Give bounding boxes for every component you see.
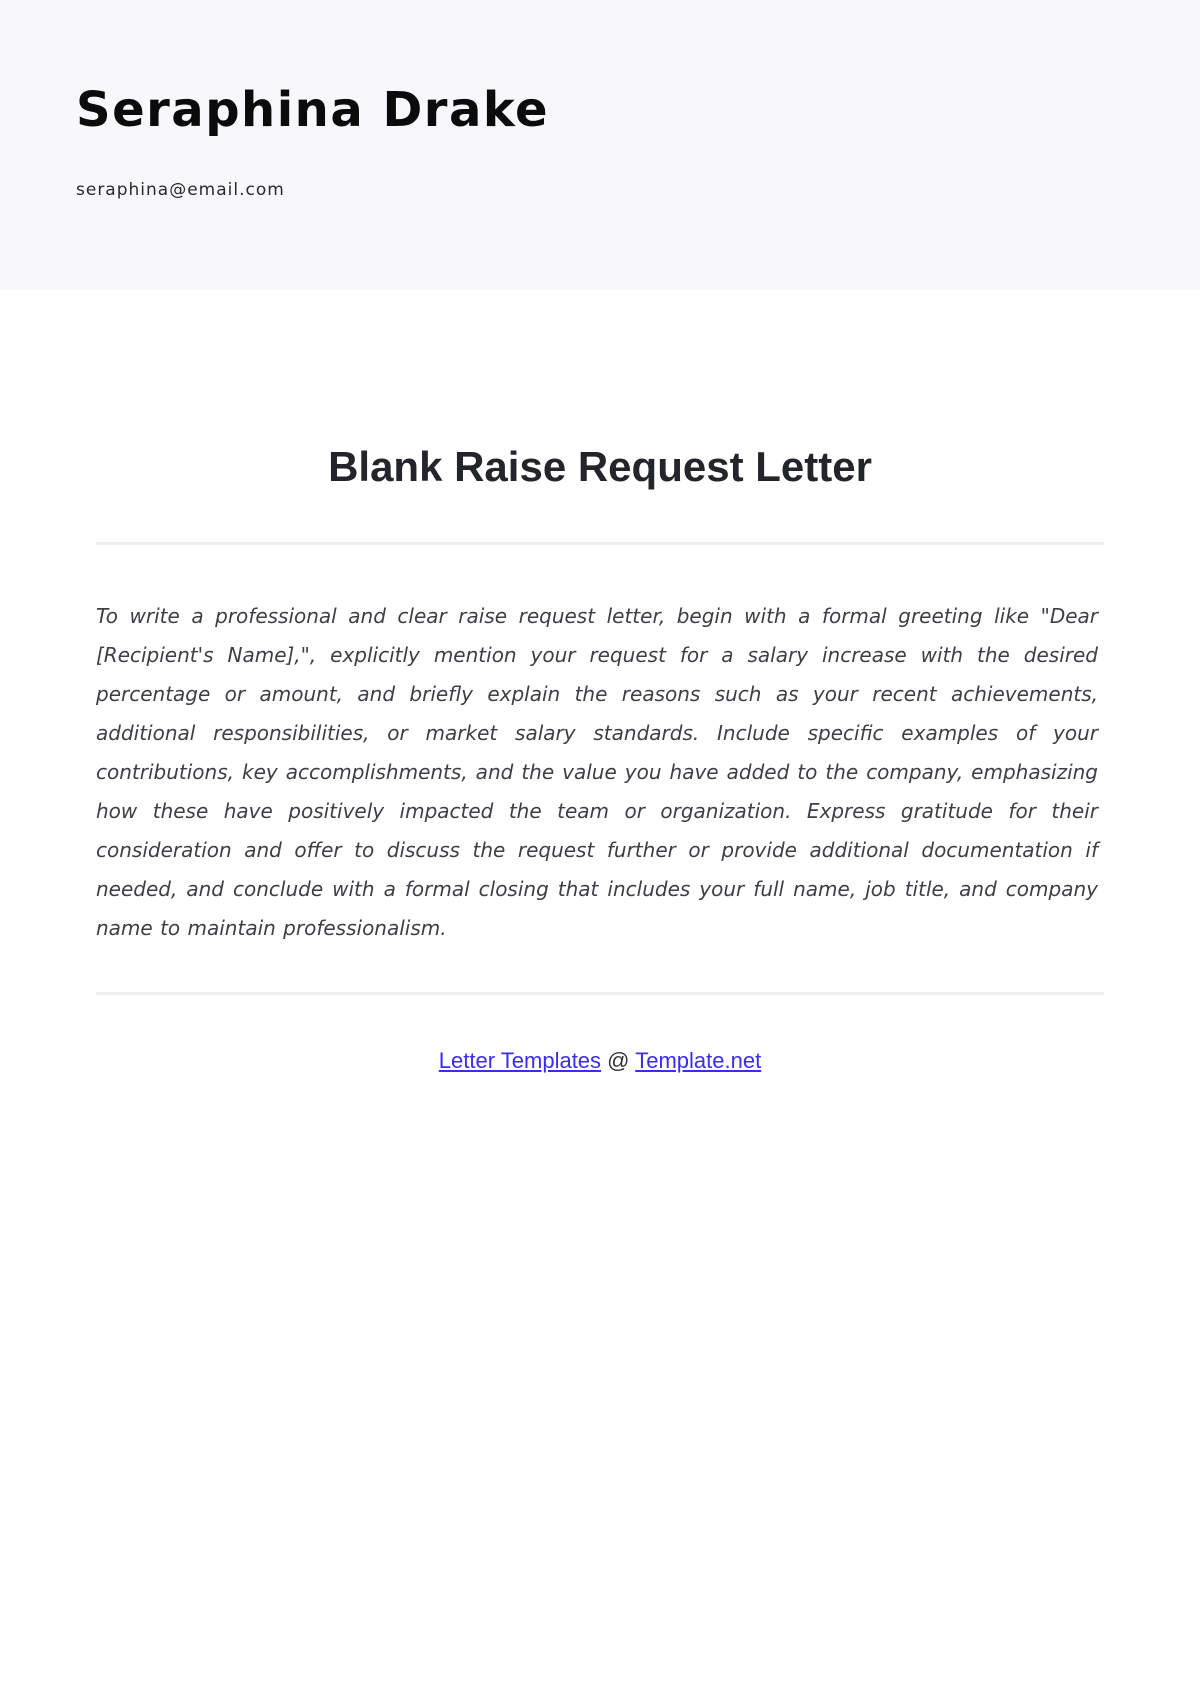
letterhead-header <box>0 0 1200 290</box>
letter-templates-link[interactable]: Letter Templates <box>438 1048 602 1073</box>
sender-name: Seraphina Drake <box>76 82 550 138</box>
template-net-link[interactable]: Template.net <box>635 1048 762 1073</box>
footer-separator: @ <box>607 1048 630 1073</box>
document-title: Blank Raise Request Letter <box>328 443 872 490</box>
letter-body-paragraph: To write a professional and clear raise request letter, begin with a formal greeting like "Dear [Recipient's Name],", explicitly mention your request for a salary increase with the desired percentage or amount, and briefly explain the reasons such as your recent achievements, additional responsibilities, or market salary standards. Include specific examples of your contributions, key accomplishments, and the value you have added to the company, emphasizing how these have positively impacted the team or organization. Express gratitude for their consideration and offer to discuss the request further or provide additional documentation if needed, and conclude with a formal closing that includes your full name, job title, and company name to maintain professionalism. <box>96 604 1098 940</box>
sender-email: seraphina@email.com <box>76 180 285 200</box>
top-divider <box>96 542 1104 545</box>
bottom-divider <box>96 992 1104 995</box>
footer-attribution <box>0 1050 1200 1072</box>
